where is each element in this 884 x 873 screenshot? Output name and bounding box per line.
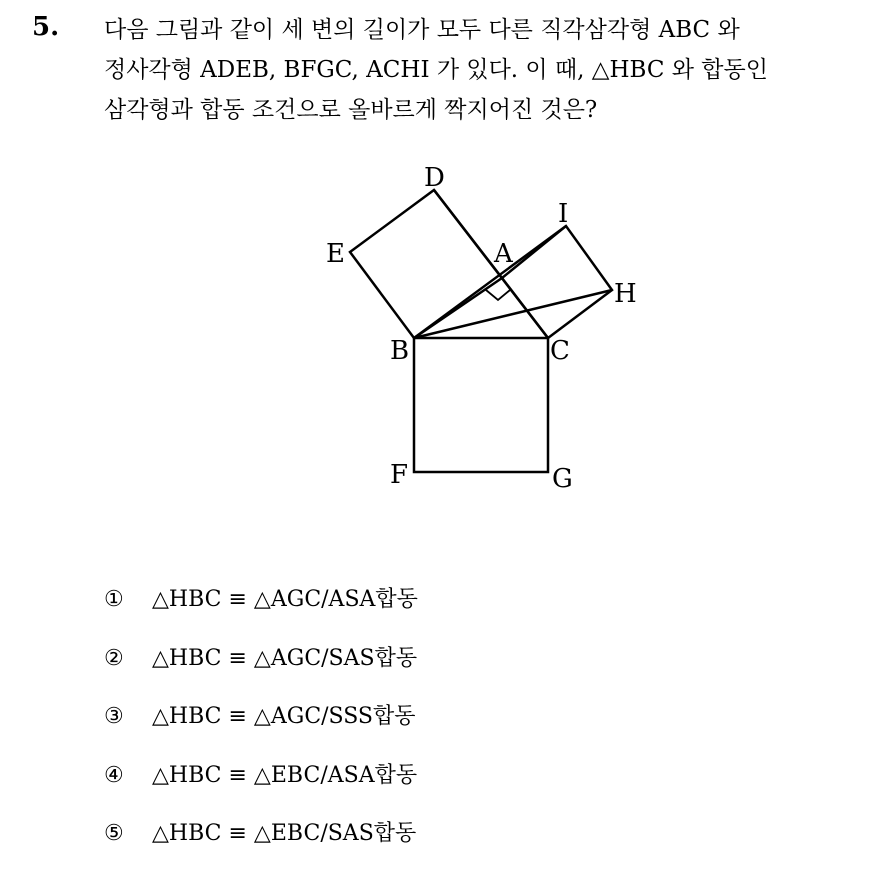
point-label-a: A xyxy=(494,239,513,269)
point-label-d: D xyxy=(424,163,445,193)
square-acHI xyxy=(502,226,612,338)
choice-4[interactable] xyxy=(104,756,418,815)
segment-bi xyxy=(414,226,566,338)
point-label-i: I xyxy=(558,199,569,229)
question-line: 정사각형 ADEB, BFGC, ACHI 가 있다. 이 때, △HBC 와 합동인 xyxy=(104,57,768,83)
choice-text: △HBC ≡ △EBC/SAS합동 xyxy=(152,821,417,846)
square-adeb xyxy=(350,190,502,338)
question-line: 삼각형과 합동 조건으로 올바르게 짝지어진 것은? xyxy=(104,97,598,123)
point-label-h: H xyxy=(614,279,637,309)
question-number: 5. xyxy=(32,12,60,42)
choice-list xyxy=(104,580,418,873)
choice-5[interactable] xyxy=(104,814,418,873)
square-bfgc xyxy=(414,338,548,472)
question-line: 다음 그림과 같이 세 변의 길이가 모두 다른 직각삼각형 ABC 와 xyxy=(104,17,740,43)
choice-number: ② xyxy=(104,645,124,671)
point-label-f: F xyxy=(390,460,409,490)
choice-number: ③ xyxy=(104,704,124,729)
choice-number: ① xyxy=(104,587,124,612)
point-label-c: C xyxy=(550,336,570,366)
choice-number: ⑤ xyxy=(104,821,124,846)
point-label-g: G xyxy=(552,464,573,494)
choice-number: ④ xyxy=(104,762,124,788)
choice-text: △HBC ≡ △EBC/ASA합동 xyxy=(152,762,418,788)
choice-text: △HBC ≡ △AGC/SAS합동 xyxy=(152,645,418,671)
segment-dc xyxy=(434,190,548,338)
choice-3[interactable] xyxy=(104,697,418,756)
right-angle-mark xyxy=(486,290,510,300)
choice-2[interactable] xyxy=(104,639,418,698)
point-label-e: E xyxy=(326,239,345,269)
choice-text: △HBC ≡ △AGC/ASA합동 xyxy=(152,587,418,612)
point-label-b: B xyxy=(390,336,410,366)
choice-text: △HBC ≡ △AGC/SSS합동 xyxy=(152,704,416,729)
choice-1[interactable] xyxy=(104,580,418,639)
segment-bh xyxy=(414,290,612,338)
